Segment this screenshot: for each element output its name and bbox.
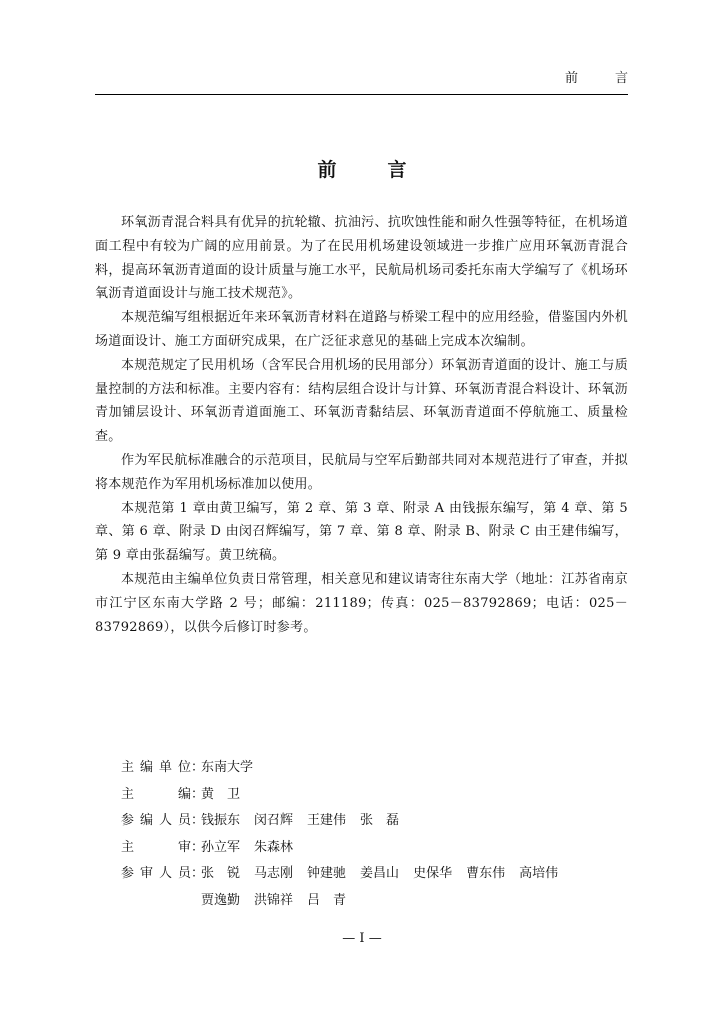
paragraph: 本规范由主编单位负责日常管理，相关意见和建议请寄往东南大学（地址：江苏省南京市江宁区东南大学路 2 号；邮编：211189；传真：025－83792869；电话：025－83792869），以供今后修订时参考。	[95, 571, 628, 635]
paragraph: 本规范第 1 章由黄卫编写，第 2 章、第 3 章、附录 A 由钱振东编写，第 4 章、第 5 章、第 6 章、附录 D 由闵召辉编写，第 7 章、第 8 章、附录 B、附录 C 由王建伟编写，第 9 章由张磊编写。黄卫统稿。	[95, 500, 628, 564]
credit-row	[121, 755, 621, 782]
credit-name: 王建伟	[307, 813, 347, 828]
credit-name: 朱森林	[254, 839, 294, 855]
credit-row	[121, 808, 621, 835]
credit-name: 贾逸勤	[201, 892, 241, 908]
credit-name: 洪锦祥	[254, 892, 294, 908]
page-title: 前 言	[317, 159, 423, 181]
running-title: 前 言	[564, 71, 640, 86]
page-header	[95, 70, 640, 95]
credit-names	[201, 755, 621, 782]
credit-colon: ：	[191, 839, 205, 855]
credit-name: 马志刚	[254, 866, 294, 881]
credit-name: 吕 青	[307, 892, 347, 908]
credit-name: 史保华	[413, 866, 453, 881]
preface-body	[95, 211, 628, 639]
credit-name: 钟建驰	[307, 866, 347, 881]
credit-colon: ：	[191, 786, 205, 802]
paragraph: 环氧沥青混合料具有优异的抗轮辙、抗油污、抗吹蚀性能和耐久性强等特征，在机场道面工程中有较为广阔的应用前景。为了在民用机场建设领域进一步推广应用环氧沥青混合料，提高环氧沥青道面的设计质量与施工水平，民航局机场司委托东南大学编写了《机场环氧沥青道面设计与施工技术规范》。	[95, 215, 628, 302]
credit-names	[201, 861, 621, 914]
paragraph: 作为军民航标准融合的示范项目，民航局与空军后勤部共同对本规范进行了审查，并拟将本规范作为军用机场标准加以使用。	[95, 452, 628, 492]
page-number: — I —	[342, 931, 382, 946]
credit-colon: ：	[191, 866, 205, 881]
credit-name: 张 锐	[201, 866, 241, 881]
credit-name: 黄 卫	[201, 786, 241, 802]
credit-name: 高培伟	[519, 866, 559, 881]
credit-label: 主 编	[121, 786, 191, 802]
credit-name: 孙立军	[201, 839, 241, 855]
credit-names	[201, 808, 621, 835]
credit-row	[121, 861, 621, 914]
credit-row	[121, 782, 621, 809]
credit-name: 张 磊	[360, 813, 400, 828]
credit-names	[201, 835, 621, 862]
paragraph: 本规范编写组根据近年来环氧沥青材料在道路与桥梁工程中的应用经验，借鉴国内外机场道面设计、施工方面研究成果，在广泛征求意见的基础上完成本次编制。	[95, 310, 628, 349]
credits-list	[121, 755, 621, 914]
credit-row	[121, 835, 621, 862]
credit-colon: ：	[191, 813, 205, 828]
credit-label: 参审人员	[121, 866, 191, 881]
credit-colon: ：	[191, 760, 205, 775]
credit-name: 东南大学	[201, 760, 254, 775]
credit-name: 钱振东	[201, 813, 241, 828]
credit-name: 曹东伟	[466, 866, 506, 881]
paragraph: 本规范规定了民用机场（含军民合用机场的民用部分）环氧沥青道面的设计、施工与质量控制的方法和标准。主要内容有：结构层组合设计与计算、环氧沥青混合料设计、环氧沥青加铺层设计、环氧沥青道面施工、环氧沥青黏结层、环氧沥青道面不停航施工、质量检查。	[95, 357, 628, 445]
credit-names	[201, 782, 621, 809]
credit-label: 参编人员	[121, 813, 191, 828]
credit-name: 姜昌山	[360, 866, 400, 881]
credit-label: 主 审	[121, 839, 191, 855]
credit-name: 闵召辉	[254, 813, 294, 828]
credit-label: 主编单位	[121, 760, 191, 775]
